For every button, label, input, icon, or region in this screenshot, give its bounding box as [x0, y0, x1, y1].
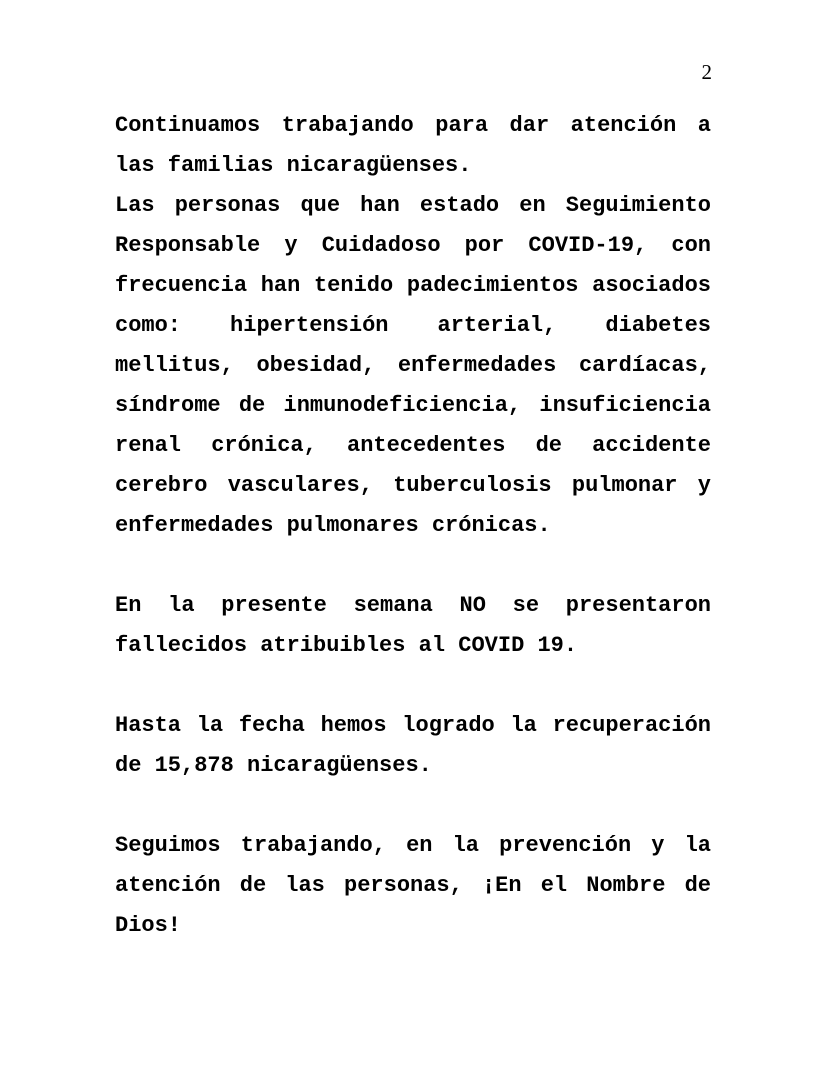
- paragraph-recovered-count: Hasta la fecha hemos logrado la recuperación de 15,878 nicaragüenses.: [115, 713, 711, 778]
- paragraph-comorbidities: Las personas que han estado en Seguimiento Responsable y Cuidadoso por COVID-19, con frecuencia han tenido padecimientos asociados como: hipertensión arterial, diabetes mellitus, obesidad, enfermedades cardíacas, síndrome de inmunodeficiencia, insuficiencia renal crónica, antecedentes de accidente cerebro vasculares, tuberculosis pulmonar y enfermedades pulmonares crónicas.: [115, 193, 711, 538]
- paragraph-families-attention: Continuamos trabajando para dar atención a las familias nicaragüenses.: [115, 113, 711, 178]
- document-body: [115, 106, 711, 946]
- paragraph-closing: Seguimos trabajando, en la prevención y la atención de las personas, ¡En el Nombre de Dios!: [115, 833, 711, 938]
- page-number: 2: [701, 60, 712, 84]
- paragraph-no-deaths: En la presente semana NO se presentaron fallecidos atribuibles al COVID 19.: [115, 593, 711, 658]
